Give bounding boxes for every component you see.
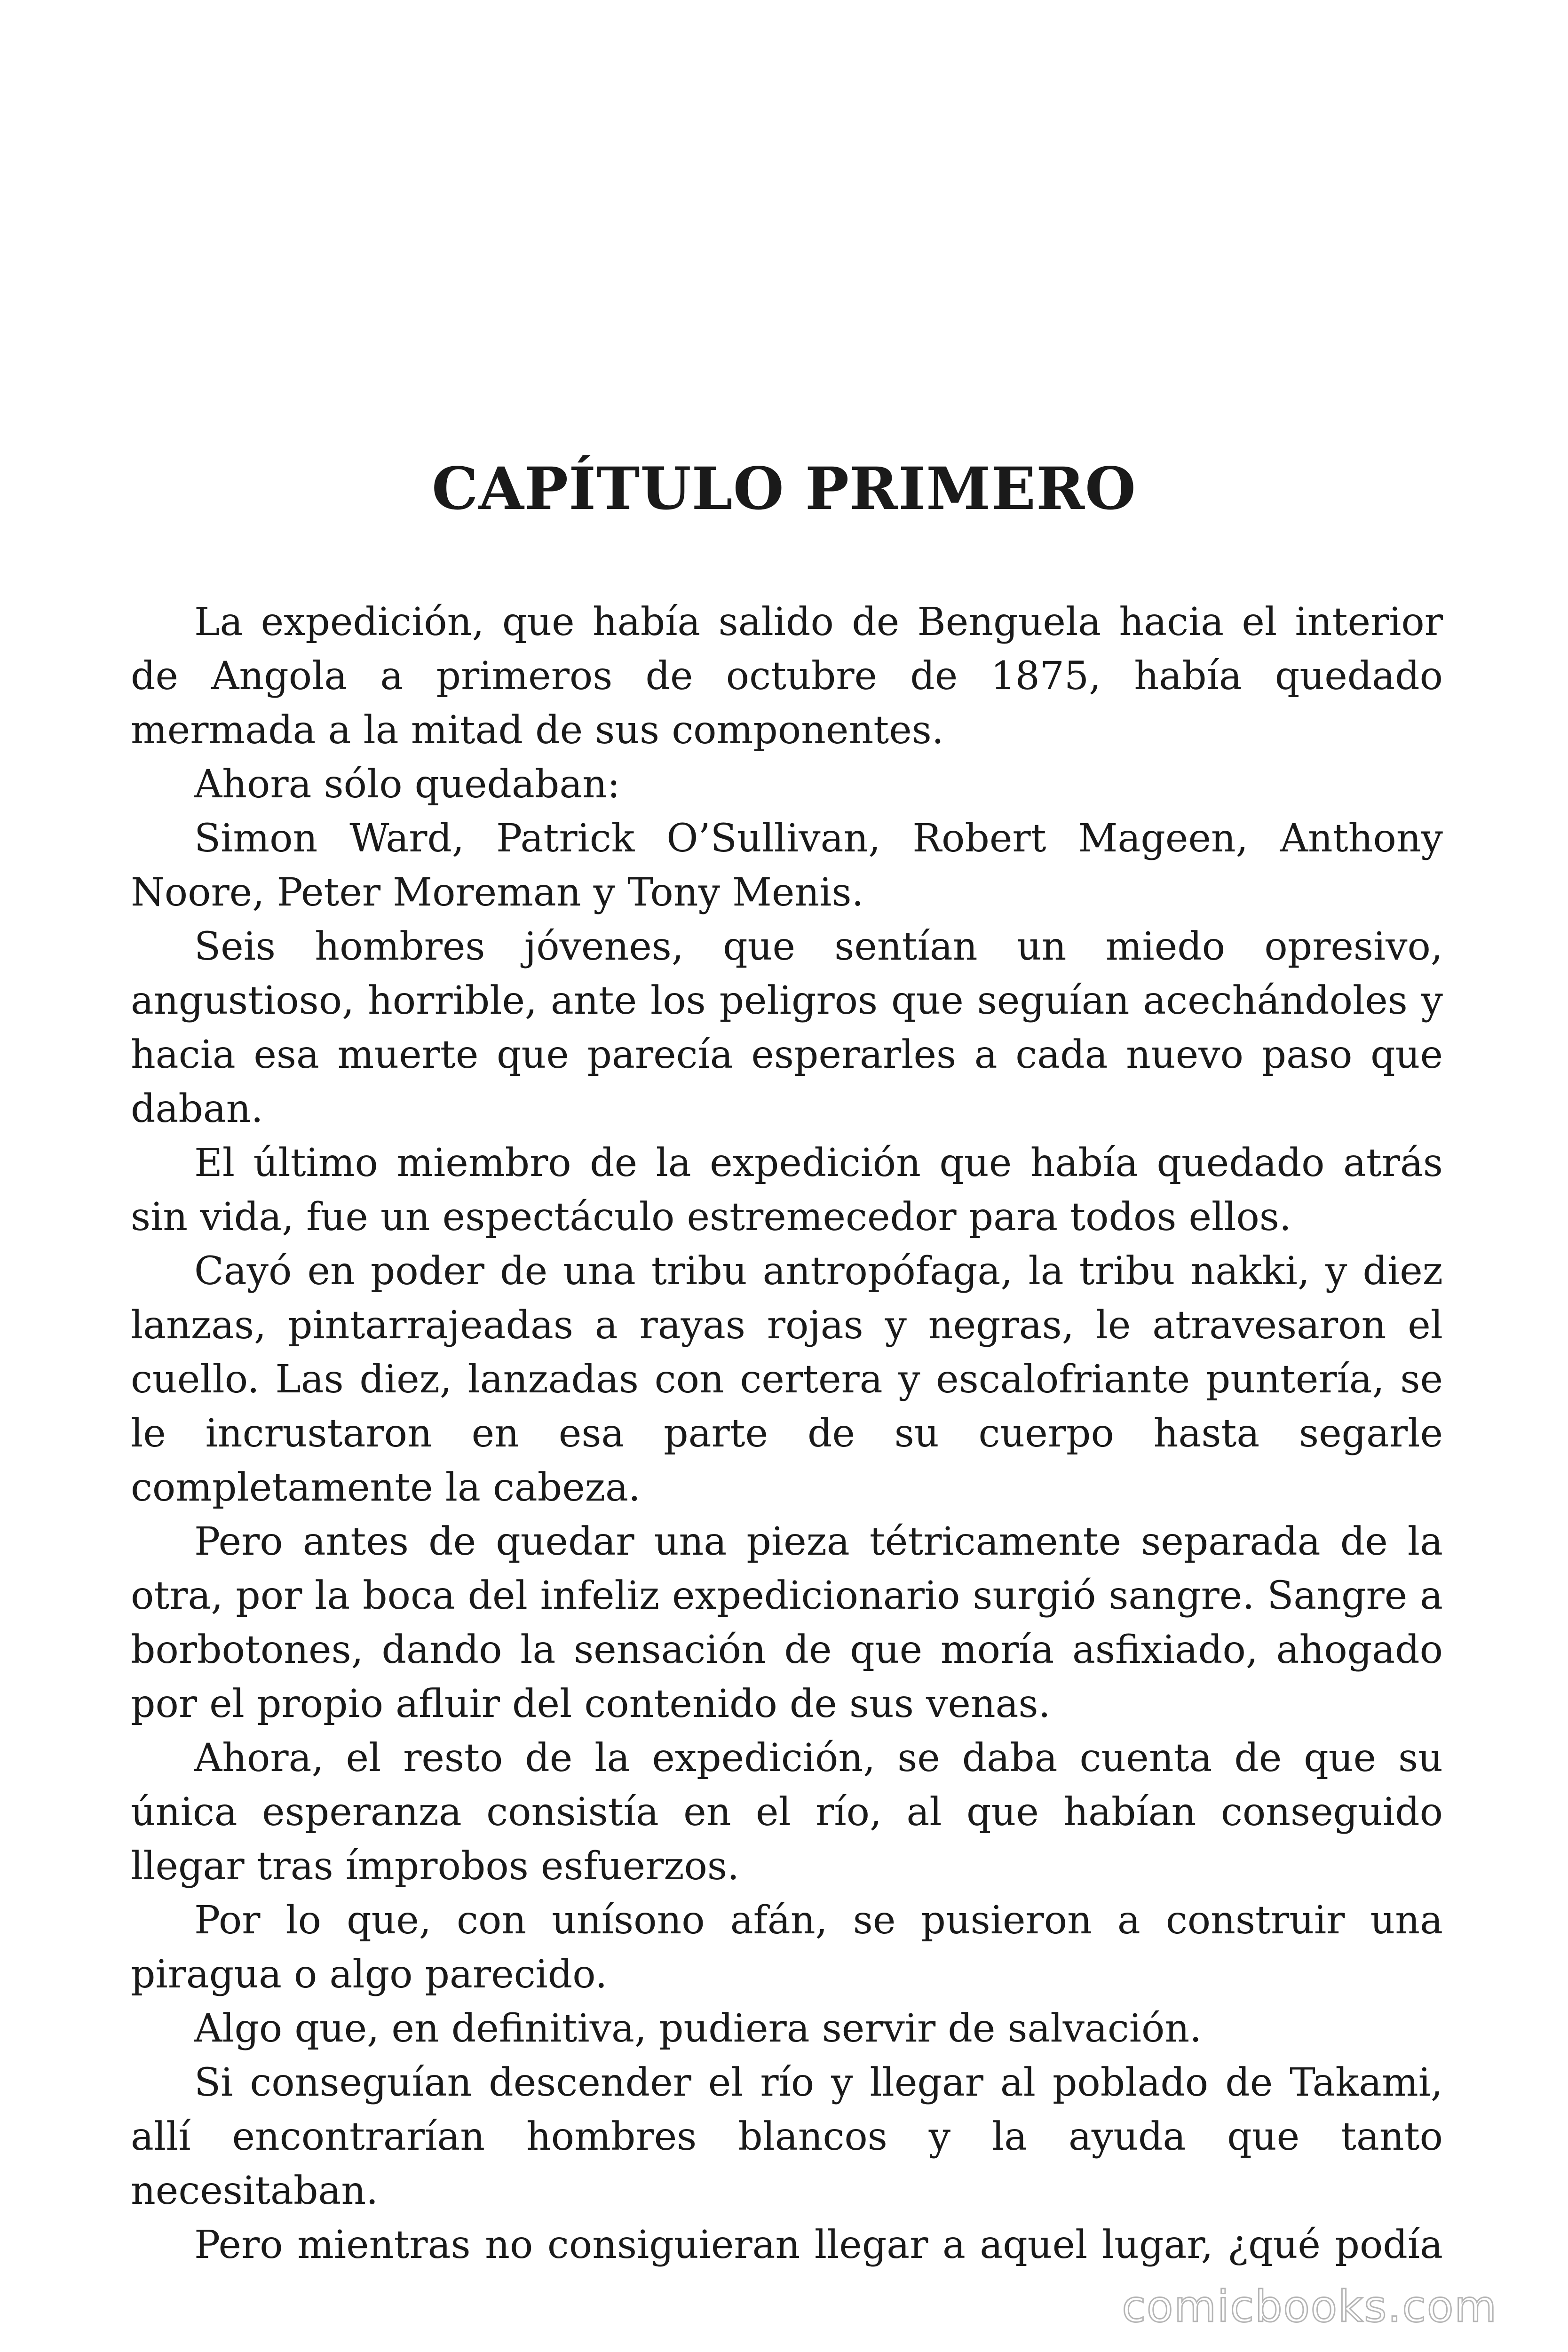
paragraph: Algo que, en definitiva, pudiera servir de salvación. — [194, 2006, 1202, 2051]
chapter-title: CAPÍTULO PRIMERO — [431, 455, 1137, 523]
chapter-body — [131, 595, 1443, 2272]
watermark: comicbooks.com — [1122, 2281, 1497, 2332]
paragraph: La expedición, que había salido de Benguela hacia el interior de Angola a primeros de octubre de 1875, había quedado mermada a la mitad de sus componentes. — [131, 600, 1443, 753]
paragraph: Ahora, el resto de la expedición, se daba cuenta de que su única esperanza consistía en el río, al que habían conseguido llegar tras ímprobos esfuerzos. — [131, 1736, 1443, 1889]
paragraph: Ahora sólo quedaban: — [194, 762, 620, 807]
paragraph: Si conseguían descender el río y llegar al poblado de Takami, allí encontrarían hombres blancos y la ayuda que tanto necesitaban. — [131, 2060, 1443, 2213]
paragraph-last: Pero mientras no consiguieran llegar a aquel lugar, ¿qué podía — [194, 2223, 1443, 2267]
paragraph: Seis hombres jóvenes, que sentían un miedo opresivo, angustioso, horrible, ante los peligros que seguían acechándoles y hacia esa muerte que parecía esperarles a cada nuevo paso que daban. — [131, 924, 1443, 1131]
paragraph: Simon Ward, Patrick O’Sullivan, Robert Mageen, Anthony Noore, Peter Moreman y Tony Menis. — [131, 816, 1443, 915]
paragraph: Cayó en poder de una tribu antropófaga, la tribu nakki, y diez lanzas, pintarrajeadas a rayas rojas y negras, le atravesaron el cuello. Las diez, lanzadas con certera y escalofriante puntería, se le incrustaron en esa parte de su cuerpo hasta segarle completamente la cabeza. — [131, 1249, 1443, 1510]
paragraph: El último miembro de la expedición que había quedado atrás sin vida, fue un espectáculo estremecedor para todos ellos. — [131, 1141, 1443, 1240]
paragraph: Pero antes de quedar una pieza tétricamente separada de la otra, por la boca del infeliz expedicionario surgió sangre. Sangre a borbotones, dando la sensación de que moría asfixiado, ahogado por el propio afluir del contenido de sus venas. — [131, 1519, 1443, 1726]
paragraph: Por lo que, con unísono afán, se pusieron a construir una piragua o algo parecido. — [131, 1898, 1443, 1997]
